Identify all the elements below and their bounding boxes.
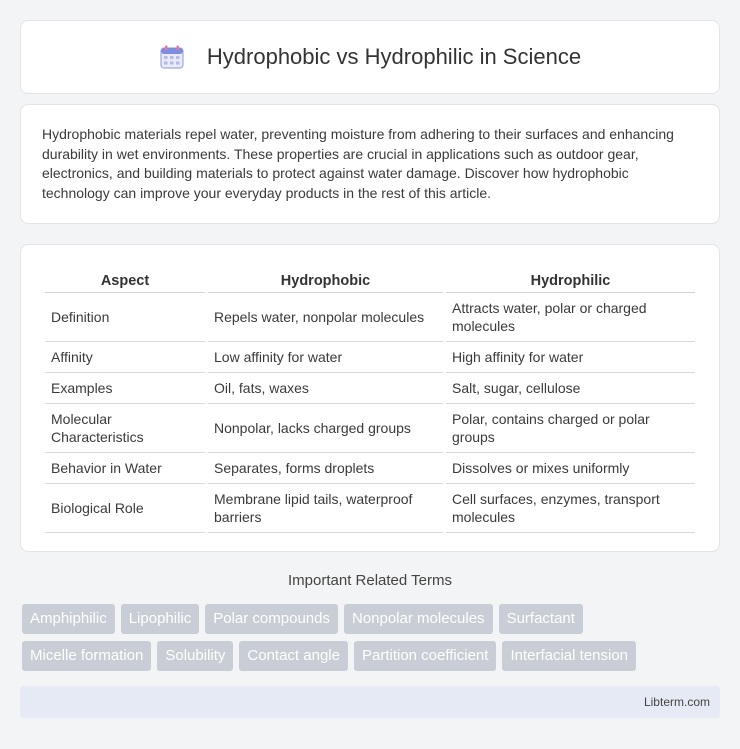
table-cell: Low affinity for water	[208, 342, 443, 373]
table-cell: Dissolves or mixes uniformly	[446, 453, 695, 484]
calendar-icon	[159, 44, 185, 70]
table-cell: High affinity for water	[446, 342, 695, 373]
header-hydrophobic: Hydrophobic	[208, 265, 443, 293]
table-row	[45, 453, 695, 484]
table-row	[45, 293, 695, 342]
tag-polar-compounds[interactable]: Polar compounds	[205, 604, 338, 634]
tag-lipophilic[interactable]: Lipophilic	[121, 604, 200, 634]
comparison-table-card	[20, 244, 720, 552]
table-cell: Affinity	[45, 342, 205, 373]
table-cell: Attracts water, polar or charged molecules	[446, 293, 695, 342]
table-cell: Salt, sugar, cellulose	[446, 373, 695, 404]
tag-micelle-formation[interactable]: Micelle formation	[22, 641, 151, 671]
title-card	[20, 20, 720, 94]
table-cell: Behavior in Water	[45, 453, 205, 484]
tag-surfactant[interactable]: Surfactant	[499, 604, 583, 634]
table-row	[45, 342, 695, 373]
header-aspect: Aspect	[45, 265, 205, 293]
footer	[20, 686, 720, 718]
table-cell: Molecular Characteristics	[45, 404, 205, 453]
tag-row	[22, 604, 722, 634]
related-terms-title: Important Related Terms	[288, 572, 452, 589]
table-cell: Repels water, nonpolar molecules	[208, 293, 443, 342]
table-cell: Membrane lipid tails, waterproof barriers	[208, 484, 443, 533]
tag-nonpolar-molecules[interactable]: Nonpolar molecules	[344, 604, 493, 634]
tag-partition-coefficient[interactable]: Partition coefficient	[354, 641, 496, 671]
intro-card	[20, 104, 720, 224]
table-cell: Nonpolar, lacks charged groups	[208, 404, 443, 453]
table-cell: Definition	[45, 293, 205, 342]
table-row	[45, 373, 695, 404]
table-cell: Polar, contains charged or polar groups	[446, 404, 695, 453]
tag-row	[22, 641, 722, 671]
header-hydrophilic: Hydrophilic	[446, 265, 695, 293]
table-cell: Biological Role	[45, 484, 205, 533]
table-cell: Examples	[45, 373, 205, 404]
tag-contact-angle[interactable]: Contact angle	[239, 641, 348, 671]
table-cell: Separates, forms droplets	[208, 453, 443, 484]
table-cell: Cell surfaces, enzymes, transport molecules	[446, 484, 695, 533]
footer-site-link[interactable]: Libterm.com	[643, 695, 710, 709]
intro-text: Hydrophobic materials repel water, preventing moisture from adhering to their surfaces and enhancing durability in wet environments. These properties are crucial in applications such as outdoor gear, electronics, and building materials to protect against water damage. Discover how hydrophobic technology can improve your everyday products in the rest of this article.	[42, 126, 674, 201]
related-terms	[22, 604, 722, 678]
tag-amphiphilic[interactable]: Amphiphilic	[22, 604, 115, 634]
table-row	[45, 484, 695, 533]
page-title: Hydrophobic vs Hydrophilic in Science	[206, 44, 582, 69]
table-cell: Oil, fats, waxes	[208, 373, 443, 404]
tag-solubility[interactable]: Solubility	[157, 641, 233, 671]
comparison-table	[42, 265, 698, 533]
table-row	[45, 404, 695, 453]
tag-interfacial-tension[interactable]: Interfacial tension	[502, 641, 636, 671]
